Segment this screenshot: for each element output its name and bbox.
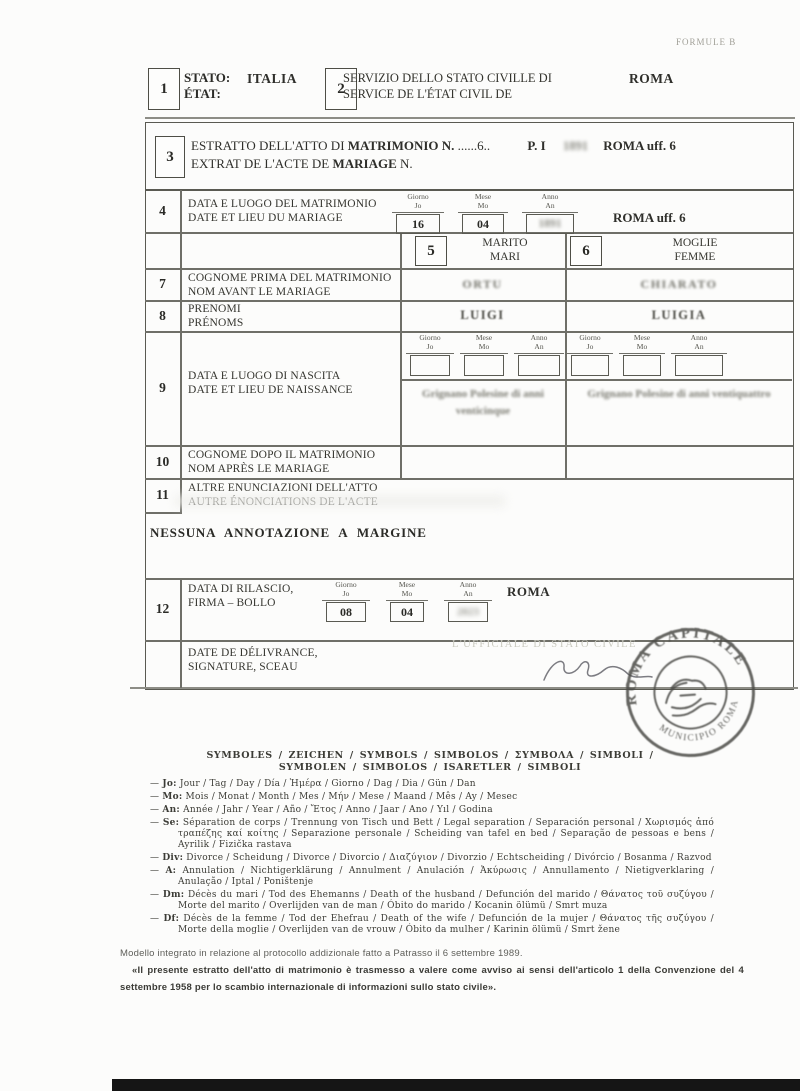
rule	[145, 445, 793, 447]
dash: —	[150, 779, 160, 789]
rule	[145, 512, 182, 514]
month-header	[458, 193, 508, 213]
symbol-text: Année / Jahr / Year / Año / Ἔτος / Anno / Jaar / Ano / Yıl / Godina	[183, 805, 493, 815]
field-6-number: 6	[582, 242, 590, 259]
symbol-item-an	[150, 805, 714, 816]
row-8-label	[188, 302, 243, 330]
row-12-number: 12	[155, 601, 170, 616]
row-10-number: 10	[155, 453, 170, 469]
row-4-number: 4	[159, 203, 166, 218]
issue-day-value: 08	[340, 604, 352, 619]
issue-year-value-redacted: 2023	[457, 606, 479, 618]
issue-month-field	[390, 602, 424, 622]
pi-year-redacted: 1891	[562, 139, 588, 153]
row-9-number: 9	[159, 380, 166, 395]
field-1-number: 1	[160, 80, 168, 97]
extract-title-fr-suffix: N.	[400, 156, 413, 171]
symbol-item-div	[150, 853, 714, 864]
day-header	[392, 193, 444, 213]
wife-header-it: MOGLIE	[672, 237, 718, 249]
office-label: ROMA uff. 6	[603, 138, 676, 153]
day-header-fr: Jo	[342, 588, 350, 598]
month-header-fr: Mo	[477, 200, 489, 210]
scan-edge-bar	[112, 1079, 800, 1091]
husband-birth-month-field	[464, 355, 504, 376]
marriage-year-value-redacted: 1891	[538, 218, 562, 230]
extract-title-it: ESTRATTO DELL'ATTO DI	[191, 138, 345, 153]
row-9-label-fr: DATE ET LIEU DE NAISSANCE	[188, 384, 353, 396]
month-header-fr: Mo	[478, 341, 490, 351]
year-header-fr: An	[694, 341, 704, 351]
husband-birth-date-group	[406, 334, 564, 376]
year-header-it: Anno	[459, 580, 477, 589]
month-header-fr: Mo	[636, 341, 648, 351]
marriage-year-field	[526, 214, 574, 234]
field-2-value-city: ROMA	[629, 71, 674, 86]
dash: —	[150, 914, 160, 924]
symbols-heading-line2: SYMBOLEN / SIMBOLOS / ISARETLER / SIMBOLI	[278, 762, 582, 773]
row-8-label-fr: PRÉNOMS	[188, 317, 244, 329]
month-header-it: Mese	[475, 333, 493, 342]
year-column	[522, 193, 578, 234]
row-7-label-it: COGNOME PRIMA DEL MATRIMONIO	[188, 272, 392, 284]
field-3-number-box	[155, 136, 185, 178]
month-header-it: Mese	[633, 333, 651, 342]
field-3-title	[191, 137, 791, 173]
field-6-number-box	[570, 236, 602, 266]
rule	[180, 190, 182, 512]
footer-convention-note: «Il presente estratto dell'atto di matrimonio è trasmesso a valere come avviso ai sensi dell'articolo 1 della Convenzione del 4 settembre 1958 per lo scambio internazionale di informazioni sullo stato civile».	[120, 965, 744, 993]
symbol-item-se	[150, 818, 714, 851]
wife-birth-date-group	[567, 334, 727, 376]
stamp-emblem	[661, 672, 716, 720]
marriage-day-value: 16	[412, 216, 424, 231]
row-4-label-it: DATA E LUOGO DEL MATRIMONIO	[188, 198, 377, 210]
rule	[145, 478, 793, 480]
symbol-text: Séparation de corps / Trennung von Tisch und Bett / Legal separation / Separación personal / Χωρισμός ἀπό τραπέζης καί κοίτης / Separazione personale / Scheiding van tafel en bed / Separação de pessoas e bens / Ayrilik / Fizička rastava	[178, 818, 714, 850]
field-1-value-country: ITALIA	[247, 71, 298, 86]
stamp-arc-top-text: ROMA CAPITALE	[623, 625, 750, 707]
row-7-label-fr: NOM AVANT LE MARIAGE	[188, 286, 331, 298]
row-12-label-it-line1: DATA DI RILASCIO,	[188, 583, 294, 595]
symbols-heading-line1: SYMBOLES / ZEICHEN / SYMBOLS / SIMBOLOS / ΣΥΜΒΟΛΑ / SIMBOLI /	[206, 750, 654, 761]
act-number-dots: ......6..	[457, 138, 491, 153]
month-header-it: Mese	[474, 192, 492, 201]
symbol-text: Divorce / Scheidung / Divorce / Divorcio / Διαζύγιον / Divorzio / Echtscheiding / Divórcio / Bosanma / Razvod	[186, 853, 712, 863]
symbol-code: Div:	[162, 853, 184, 863]
row-8-label-it: PRENOMI	[188, 303, 241, 315]
form-code: FORMULE B	[676, 37, 737, 47]
wife-column-header	[600, 237, 790, 264]
margin-annotation: NESSUNA ANNOTAZIONE A MARGINE	[150, 525, 427, 540]
day-column	[392, 193, 444, 234]
field-5-number-box	[415, 236, 447, 266]
symbol-item-dm	[150, 890, 714, 912]
extract-title-fr-bold: MARIAGE	[332, 156, 397, 171]
dash: —	[150, 866, 160, 876]
symbol-item-a	[150, 866, 714, 888]
stamp-arc-bottom-text: MUNICIPIO ROMA	[657, 698, 742, 744]
dash: —	[150, 792, 160, 802]
extract-title-it-bold: MATRIMONIO N.	[347, 138, 455, 153]
row-10-label	[188, 448, 375, 476]
field-1-label	[184, 70, 230, 102]
symbol-code: Jo:	[162, 779, 177, 789]
row-10-label-it: COGNOME DOPO IL MATRIMONIO	[188, 449, 376, 461]
year-header-fr: An	[463, 588, 473, 598]
row-10-label-fr: NOM APRÈS LE MARIAGE	[188, 463, 330, 475]
symbols-list	[150, 779, 714, 938]
wife-birth-month-field	[623, 355, 661, 376]
scan-smudge	[175, 496, 505, 506]
husband-column-header	[445, 237, 565, 264]
rule	[401, 379, 792, 381]
month-header-fr: Mo	[401, 588, 413, 598]
husband-header-it: MARITO	[482, 237, 528, 249]
day-header-it: Giorno	[579, 333, 601, 342]
year-header-it: Anno	[530, 333, 548, 342]
field-5-number: 5	[427, 242, 435, 259]
row-8-number: 8	[159, 307, 166, 323]
dash: —	[150, 805, 160, 815]
field-1-label-it: STATO:	[184, 70, 231, 85]
row-12-label-it-line2: FIRMA – BOLLO	[188, 597, 276, 609]
marriage-month-value: 04	[477, 216, 489, 231]
symbol-code: Df:	[163, 914, 180, 924]
issue-place: ROMA	[507, 584, 551, 599]
year-header	[522, 193, 578, 213]
row-9-label-it: DATA E LUOGO DI NASCITA	[188, 370, 341, 382]
symbol-text: Décès de la femme / Tod der Ehefrau / Death of the wife / Defunción de la mujer / Θάνατος τῆς συζύγου / Morte della moglie / Overlijden van de vrouw / Óbito da mulher / Karinin ölümü / Smrt žene	[178, 914, 714, 935]
day-header-it: Giorno	[335, 580, 357, 589]
official-title-faint: L'UFFICIALE DI STATO CIVILE	[452, 639, 637, 650]
row-12-label-fr	[188, 646, 318, 674]
field-1-label-fr: ÉTAT:	[184, 86, 221, 101]
wife-birth-year-field	[675, 355, 723, 376]
husband-birth-year-field	[518, 355, 560, 376]
wife-birth-day-field	[571, 355, 609, 376]
footer-protocol-note: Modello integrato in relazione al protocollo addizionale fatto a Patrasso il 6 settembre 1989.	[120, 948, 523, 959]
row-11-number: 11	[156, 487, 169, 502]
husband-surname-redacted: ORTU	[462, 277, 503, 291]
husband-firstname-redacted: LUIGI	[460, 308, 505, 322]
row-4-label-fr: DATE ET LIEU DU MARIAGE	[188, 212, 343, 224]
symbol-text: Décès du mari / Tod des Ehemanns / Death of the husband / Defunción del marido / Θάνατος τοῦ συζύγου / Morte del marito / Overlijden van de man / Óbito do marido / Kocanin ölümü / Smrt muza	[178, 890, 714, 911]
symbol-item-mo	[150, 792, 714, 803]
marriage-date-group	[392, 193, 578, 234]
year-header-fr: An	[534, 341, 544, 351]
day-header-it: Giorno	[407, 192, 429, 201]
issue-month-value: 04	[401, 604, 413, 619]
field-2-label-fr: SERVICE DE L'ÉTAT CIVIL DE	[343, 87, 512, 101]
symbol-item-jo	[150, 779, 714, 790]
rule	[145, 117, 795, 119]
symbol-item-df	[150, 914, 714, 936]
symbol-text: Jour / Tag / Day / Día / Ἡμέρα / Giorno / Dag / Dia / Gün / Dan	[179, 779, 476, 789]
symbol-code: A:	[165, 866, 177, 876]
year-header-fr: An	[545, 200, 555, 210]
symbol-text: Annulation / Nichtigerklärung / Annulment / Anulación / Ἀκύρωσις / Annullamento / Nietigverklaring / Anulação / Iptal / Poništenje	[178, 866, 714, 887]
day-header-fr: Jo	[586, 341, 594, 351]
row-7-label	[188, 271, 391, 299]
husband-birthplace-redacted: Grignano Polesine di anni venticinque	[422, 388, 544, 417]
symbol-text: Mois / Monat / Month / Mes / Μήν / Mese / Maand / Mês / Ay / Mesec	[185, 792, 518, 802]
field-2-number: 2	[337, 80, 345, 97]
field-3-number: 3	[166, 148, 174, 165]
field-1-number-box	[148, 68, 180, 110]
wife-firstname-redacted: LUIGIA	[651, 308, 707, 322]
day-header-fr: Jo	[426, 341, 434, 351]
symbol-code: An:	[162, 805, 180, 815]
year-header-it: Anno	[541, 192, 559, 201]
wife-birthplace-redacted: Grignano Polesine di anni ventiquattro	[587, 388, 771, 400]
day-header-fr: Jo	[414, 200, 422, 210]
row-12-label-fr-line2: SIGNATURE, SCEAU	[188, 661, 298, 673]
wife-surname-redacted: CHIARATO	[640, 277, 718, 291]
year-header-it: Anno	[690, 333, 708, 342]
issue-date-group	[322, 581, 492, 622]
row-4-label	[188, 197, 377, 225]
symbol-code: Se:	[162, 818, 180, 828]
extract-title-fr: EXTRAT DE L'ACTE DE	[191, 156, 330, 171]
marriage-place: ROMA uff. 6	[613, 210, 686, 225]
pi-label: P. I	[527, 138, 546, 153]
day-header-it: Giorno	[419, 333, 441, 342]
marriage-month-field	[462, 214, 504, 234]
dash: —	[150, 818, 160, 828]
month-header-it: Mese	[398, 580, 416, 589]
row-11-label-it: ALTRE ENUNCIAZIONI DELL'ATTO	[188, 482, 378, 494]
month-column	[458, 193, 508, 234]
husband-birth-day-field	[410, 355, 450, 376]
marriage-day-field	[396, 214, 440, 234]
dash: —	[150, 890, 160, 900]
husband-header-fr: MARI	[489, 250, 521, 263]
symbol-code: Dm:	[162, 890, 185, 900]
row-7-number: 7	[159, 276, 166, 291]
rule	[180, 578, 182, 688]
issue-year-field	[448, 602, 488, 622]
field-2-label	[343, 70, 552, 102]
dash: —	[150, 853, 160, 863]
row-9-label	[188, 369, 353, 397]
row-12-label-fr-line1: DATE DE DÉLIVRANCE,	[188, 647, 318, 659]
symbol-code: Mo:	[162, 792, 183, 802]
wife-header-fr: FEMME	[674, 250, 716, 263]
issue-day-field	[326, 602, 366, 622]
rule	[145, 268, 793, 270]
rule	[400, 232, 402, 478]
row-12-label-it	[188, 582, 293, 610]
field-2-label-it: SERVIZIO DELLO STATO CIVILLE DI	[343, 71, 552, 85]
